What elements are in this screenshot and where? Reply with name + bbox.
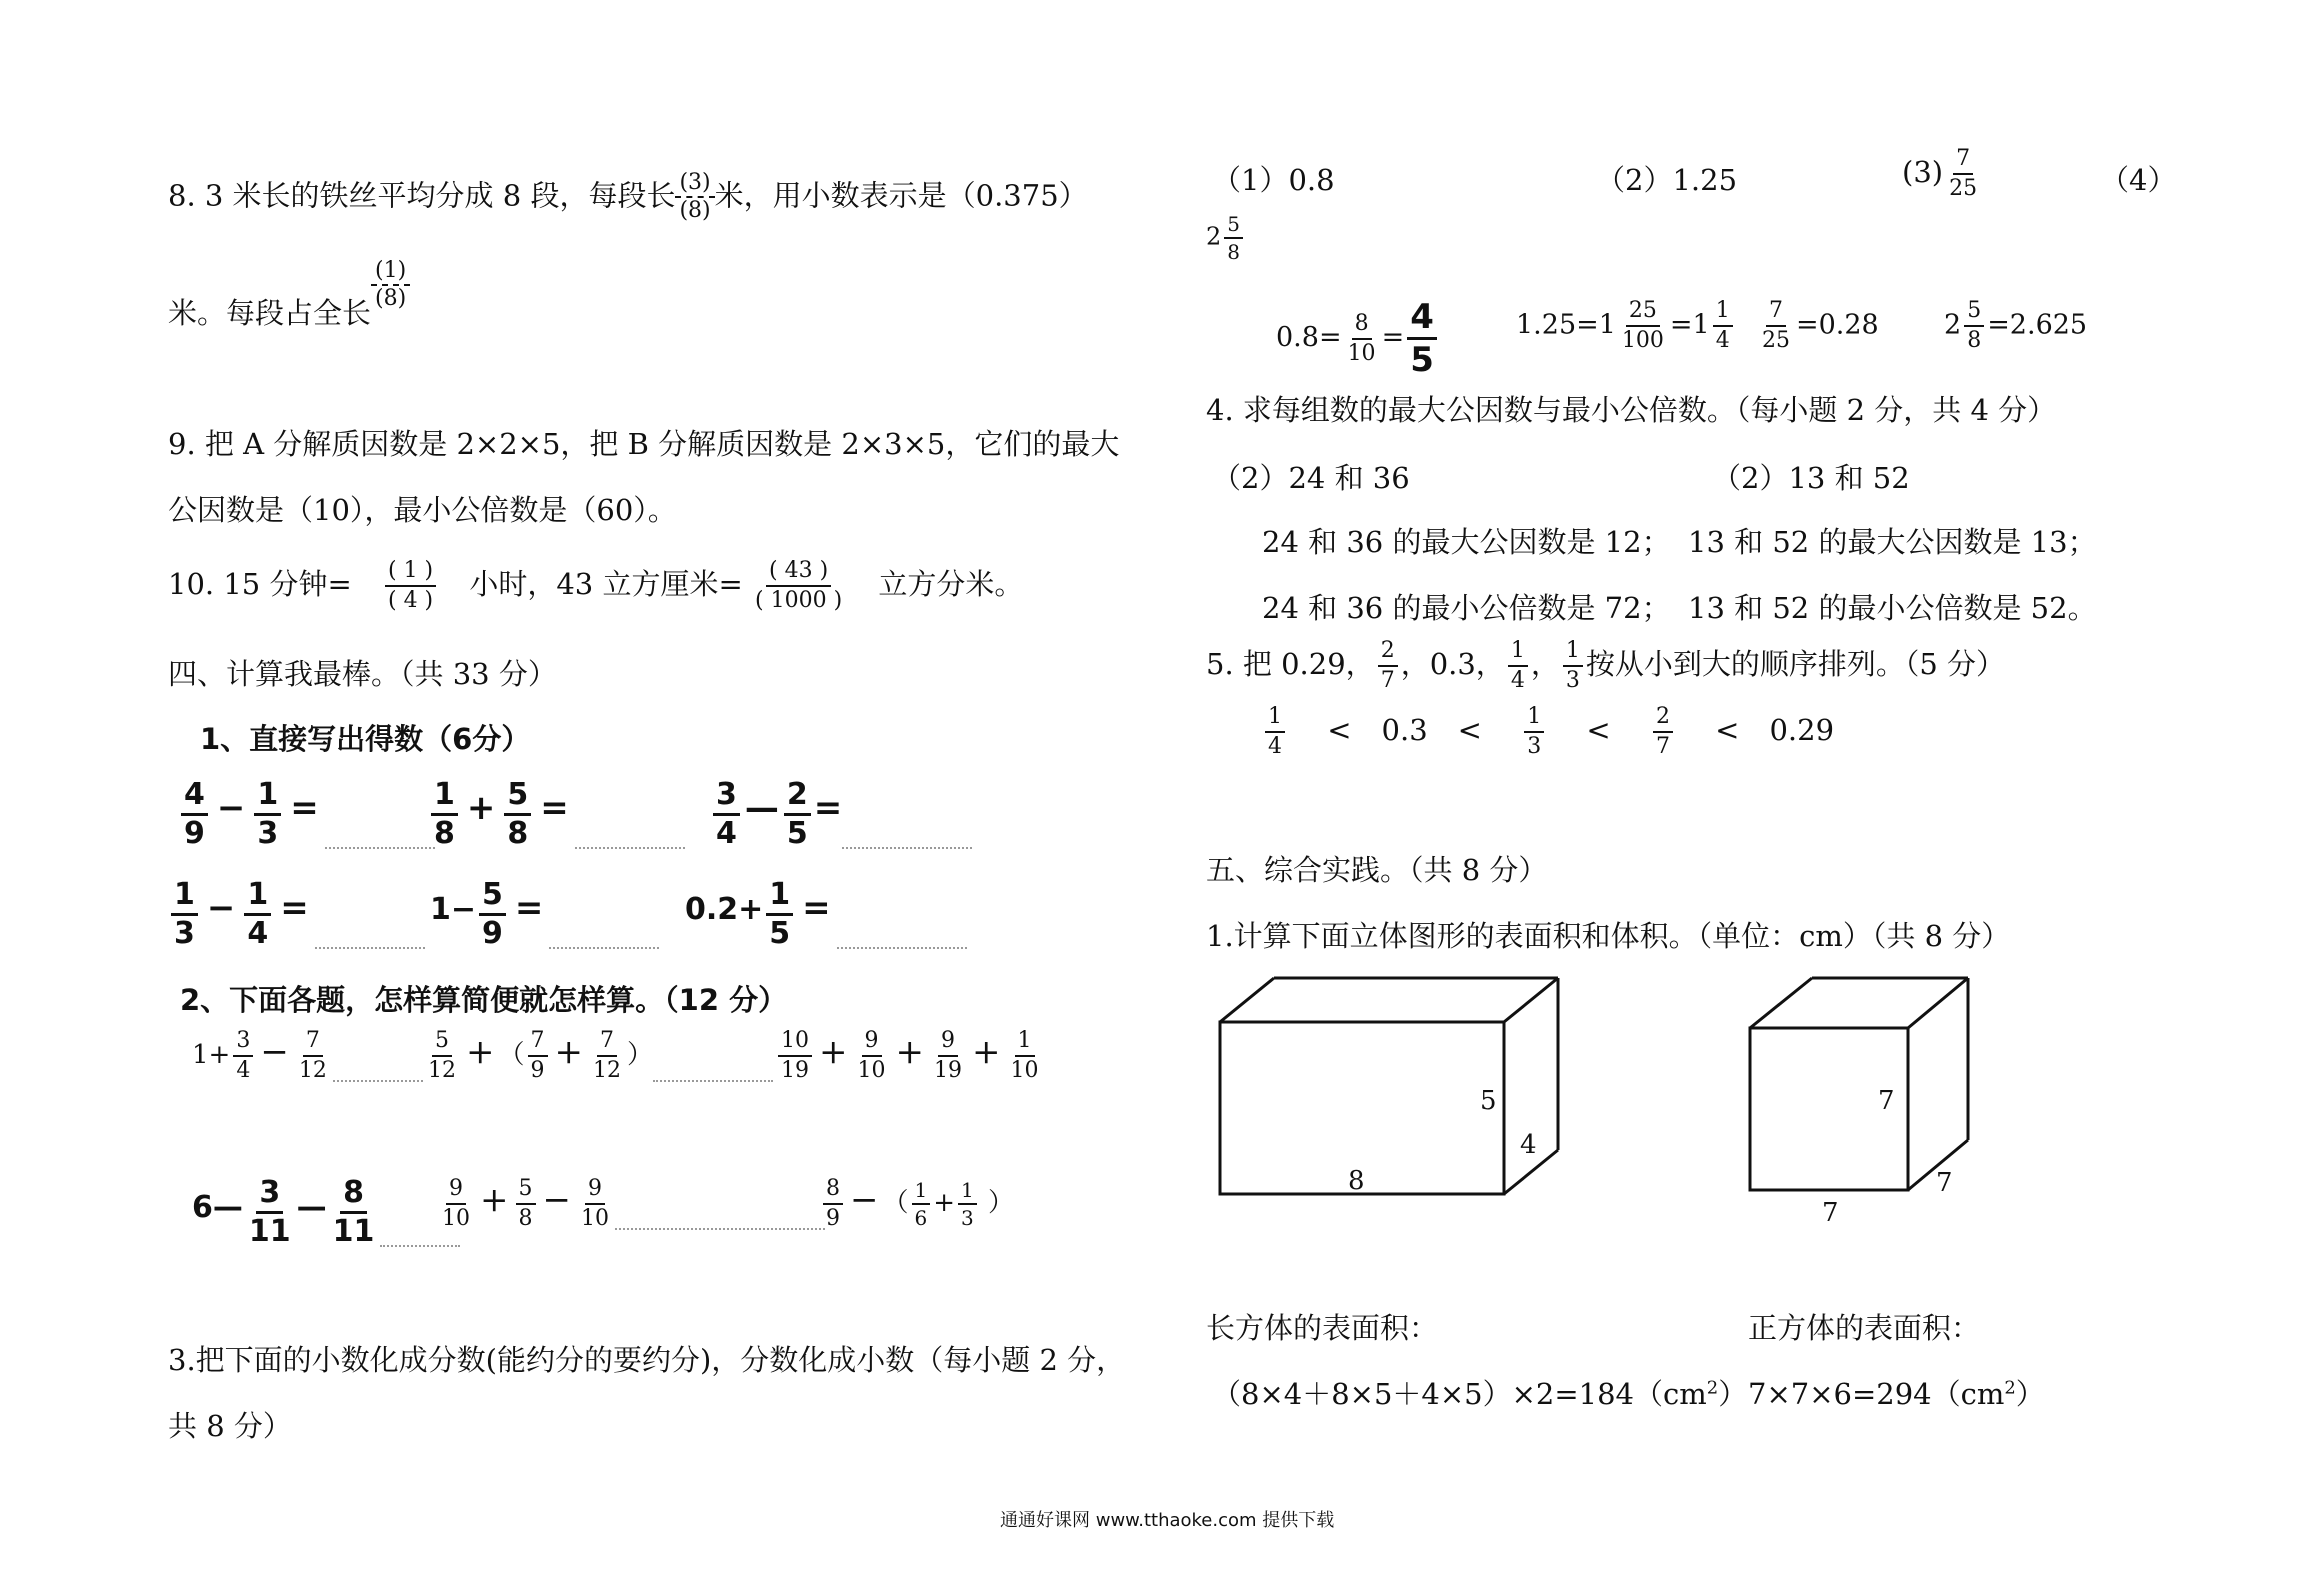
section-5-title: 五、综合实践。（共 8 分） (1206, 853, 1548, 887)
cuboid-area-label: 长方体的表面积： (1206, 1311, 1439, 1345)
calc-row-1: $\frac{4}{9}$ − $\frac{1}{3}$ = (178, 780, 435, 849)
cuboid-figure (1200, 960, 1600, 1200)
r1-c: (3) $\frac{7}{25}$ (1902, 146, 1978, 201)
q5: 5. 把 0.29， $\frac{2}{7}$ ，0.3， $\frac{1}{4}$ ， $\frac{1}{3}$ 按从小到大的顺序排列。（5 分） (1206, 638, 2005, 693)
section-4-title: 四、计算我最棒。（共 33 分） (168, 657, 557, 691)
q9-line1: 9. 把 A 分解质因数是 2×2×5，把 B 分解质因数是 2×3×5，它们的最大 (168, 427, 1120, 461)
q4-f: 13 和 52 的最小公倍数是 52。 (1688, 591, 2097, 625)
q4-a: （2）24 和 36 (1212, 461, 1410, 495)
q3-line2: 共 8 分） (168, 1409, 292, 1443)
calc-row-1c: $\frac{3}{4}$ — $\frac{2}{5}$ = (710, 780, 972, 849)
q9-line2: 公因数是（10），最小公倍数是（60）。 (168, 493, 677, 527)
cube-area-calc: $7\times 7\times 6=294(cm^2)$ (1748, 1377, 2045, 1411)
section-4-sub1: 1、直接写出得数（6分） (200, 722, 531, 756)
cube-height-label: 7 (1878, 1086, 1895, 1116)
calc-row-1b: $\frac{1}{8}$ + $\frac{5}{8}$ = (428, 780, 685, 849)
simplify-row-1b: $\frac{5}{12}$ + （ $\frac{7}{9}$ + $\frac{7}{12}$ ） (422, 1030, 773, 1082)
simplify-row-2c: $\frac{8}{9}$ − （ $\frac{1}{6}$ + $\frac{1}{3}$ ） (820, 1178, 1014, 1230)
q4-e: 24 和 36 的最小公倍数是 72； (1262, 591, 1671, 625)
q8-line1: 8. 3 米长的铁丝平均分成 8 段，每段长 $\frac{(3)}{(8)}$ 米，用小数表示是（0.375） (168, 170, 1088, 224)
q5-answer: $\frac{1}{4}$ < 0.3 < $\frac{1}{3}$ < $\frac{2}{7}$ < 0.29 (1262, 706, 1834, 758)
r2-d: 2 $\frac{5}{8}$ =2.625 (1944, 298, 2088, 353)
r2-b: 1.25=1 $\frac{25}{100}$ =1 $\frac{1}{4}$ (1516, 300, 1736, 352)
q10: 10. 15 分钟= $\frac{( 1 )}{( 4 )}$ 小时，43 立方厘米= $\frac{( 43 )}{( 1000 )}$ 立方分米。 (168, 558, 1024, 613)
r1-a: （1）0.8 (1212, 163, 1335, 197)
cube-depth-label: 7 (1936, 1168, 1953, 1198)
cuboid-length-label: 8 (1348, 1166, 1365, 1196)
q4-b: （2）13 和 52 (1712, 461, 1910, 495)
calc-row-2b: 1− $\frac{5}{9}$ = (430, 880, 659, 949)
cube-width-label: 7 (1822, 1198, 1839, 1228)
cuboid-width-label: 4 (1520, 1130, 1537, 1160)
r2: 0.8= $\frac{8}{10}$ = $\frac{4}{5}$ (1276, 300, 1440, 377)
q4-title: 4. 求每组数的最大公因数与最小公倍数。（每小题 2 分，共 4 分） (1206, 393, 2057, 427)
r1-e: 2 $\frac{5}{8}$ (1206, 214, 1246, 262)
simplify-row-1c: $\frac{10}{19}$ + $\frac{9}{10}$ + $\frac{9}{19}$ + $\frac{1}{10}$ (775, 1030, 1045, 1082)
footer: 通通好课网 www.tthaoke.com 提供下载 (1000, 1510, 1335, 1531)
q8-line2: 米。每段占全长 $\frac{(1)}{(8)}$ (168, 258, 410, 313)
calc-row-2: $\frac{1}{3}$ − $\frac{1}{4}$ = (168, 880, 425, 949)
simplify-row-2b: $\frac{9}{10}$ + $\frac{5}{8}$ − $\frac{9}{10}$ (436, 1178, 825, 1230)
r1-d: （4） (2100, 163, 2177, 197)
calc-row-2c: 0.2+ $\frac{1}{5}$ = (685, 880, 967, 949)
cuboid-area-calc: $(8\times 4+8\times 5+4\times 5)\times 2=184(cm^2)$ (1212, 1377, 1748, 1411)
section-4-sub2: 2、下面各题，怎样算简便就怎样算。（12 分） (180, 983, 788, 1017)
cube-area-label: 正方体的表面积： (1748, 1311, 1981, 1345)
r2-c: $\frac{7}{25}$ =0.28 (1762, 298, 1879, 353)
cuboid-height-label: 5 (1480, 1086, 1497, 1116)
simplify-row-1: 1+ $\frac{3}{4}$ − $\frac{7}{12}$ (192, 1030, 423, 1082)
q4-c: 24 和 36 的最大公因数是 12； (1262, 525, 1671, 559)
simplify-row-2: 6— $\frac{3}{11}$ — $\frac{8}{11}$ (192, 1178, 460, 1247)
r1-b: （2）1.25 (1596, 163, 1738, 197)
q4-d: 13 和 52 的最大公因数是 13； (1688, 525, 2097, 559)
cube-figure (1740, 960, 1980, 1200)
q3-line1: 3.把下面的小数化成分数(能约分的要约分)，分数化成小数（每小题 2 分， (168, 1343, 1126, 1377)
section-5-q1: 1.计算下面立体图形的表面积和体积。（单位：cm）（共 8 分） (1206, 919, 2011, 953)
